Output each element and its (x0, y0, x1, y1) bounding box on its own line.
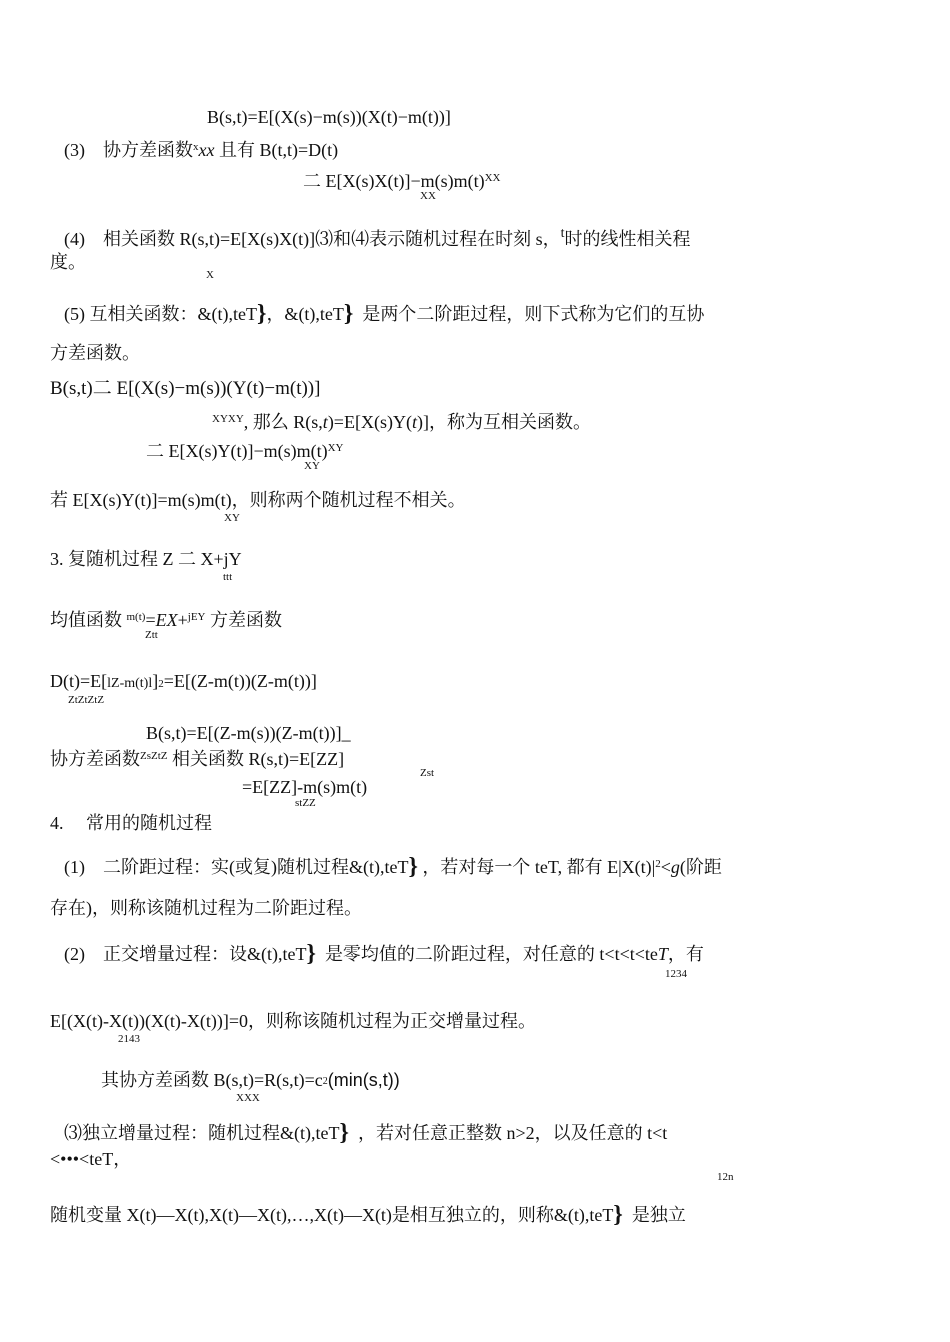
subscript: XY (304, 460, 320, 472)
subscript: stZZ (295, 797, 316, 809)
mean-function: 均值函数 $^{m(t)}$=EX+$^{jEY}$ 方差函数 (50, 610, 282, 630)
subscript: Ztt (145, 629, 158, 641)
subscript: 12n (717, 1171, 734, 1183)
subscript: X (206, 269, 214, 281)
complex-correlation-expanded: =E[ZZ]-m(s)m(t) (242, 777, 368, 797)
orthogonal-increment-condition: E[(X(t)-X(t))(X(t)-X(t))]=0，则称该随机过程为正交增量过程。 (50, 1011, 537, 1031)
variance-formula: D(t)=E[lZ-m(t)l]2=E[(Z-m(t))(Z-m(t))] (50, 671, 317, 691)
item-5-cross-correlation: (5) 互相关函数：&(t),teT}，&(t),teT} 是两个二阶距过程，则下式称为它们的互协 (64, 301, 705, 327)
item-2-orthogonal-increment: (2) 正交增量过程：设&(t),teT} 是零均值的二阶距过程，对任意的 t<t<t<teT，有 (64, 941, 704, 967)
formula-covariance: B(s,t)=E[(X(s)−m(s))(X(t)−m(t))] (207, 107, 451, 127)
subscript: Zst (420, 767, 435, 779)
formula-cross-covariance-expanded: 二 $E[X(s)Y(t)]-m(s)m(t)^{XY}$ (146, 441, 344, 461)
item-4-correlation: (4) 相关函数 R(s,t)=E[X(s)X(t)]⑶和⑷表示随机过程在时刻 s，$^t$时的线性相关程 (64, 226, 691, 249)
section-3-complex-process: 3. 复随机过程 Z 二 X+jY (50, 549, 242, 569)
subscript: XX (420, 190, 436, 202)
item-1-continued: 存在)，则称该随机过程为二阶距过程。 (50, 898, 362, 918)
item-1-second-order-process: (1) 二阶距过程：实(或复)随机过程&(t),teT} ，若对每一个 teT, 都有 $E|X(t)|^2<g$(阶距 (64, 854, 722, 880)
item-3-continued: <•••<teT， (50, 1149, 132, 1169)
item-3-independent-increment: ⑶独立增量过程：随机过程&(t),teT} ，若对任意正整数 n>2，以及任意的 t<t (64, 1120, 668, 1146)
subscript: 1234 (665, 968, 687, 980)
cross-correlation-definition: $^{XYXY}$, 那么 R(s,t)=E[X(s)Y(t)]，称为互相关函数。 (212, 412, 591, 432)
section-4-common-processes: 4. 常用的随机过程 (50, 813, 212, 833)
item-3-covariance: (3) 协方差函数$^x$xx 且有 B(t,t)=D(t) (64, 140, 339, 160)
formula-cross-covariance: B(s,t)二 E[(X(s)−m(s))(Y(t)−m(t))] (50, 378, 321, 399)
formula-covariance-expanded: 二 $E[X(s)X(t)]-m(s)m(t)^{XX}$ (303, 171, 501, 191)
subscript: 2143 (118, 1033, 140, 1045)
item-4-continued: 度。 (50, 252, 86, 272)
complex-covariance-formula: B(s,t)=E[(Z-m(s))(Z-m(t))]_ (146, 723, 351, 743)
uncorrelated-condition: 若 E[X(s)Y(t)]=m(s)m(t)，则称两个随机过程不相关。 (50, 490, 466, 510)
subscript: ttt (223, 571, 233, 583)
subscript: ZtZtZtZ (68, 694, 105, 706)
complex-covariance-label: 协方差函数$^{ZsZtZ}$ 相关函数 R(s,t)=E[ZZ] (50, 749, 345, 769)
item-5-continued: 方差函数。 (50, 343, 140, 363)
subscript: XXX (236, 1092, 260, 1104)
independent-increment-condition: 随机变量 X(t)—X(t),X(t)—X(t),…,X(t)—X(t)是相互独立的，则称&(t),teT} 是独立 (50, 1202, 686, 1228)
orthogonal-covariance-function: 其协方差函数 B(s,t)=R(s,t)=c2(min(s,t)) (101, 1070, 400, 1090)
subscript: XY (224, 512, 240, 524)
